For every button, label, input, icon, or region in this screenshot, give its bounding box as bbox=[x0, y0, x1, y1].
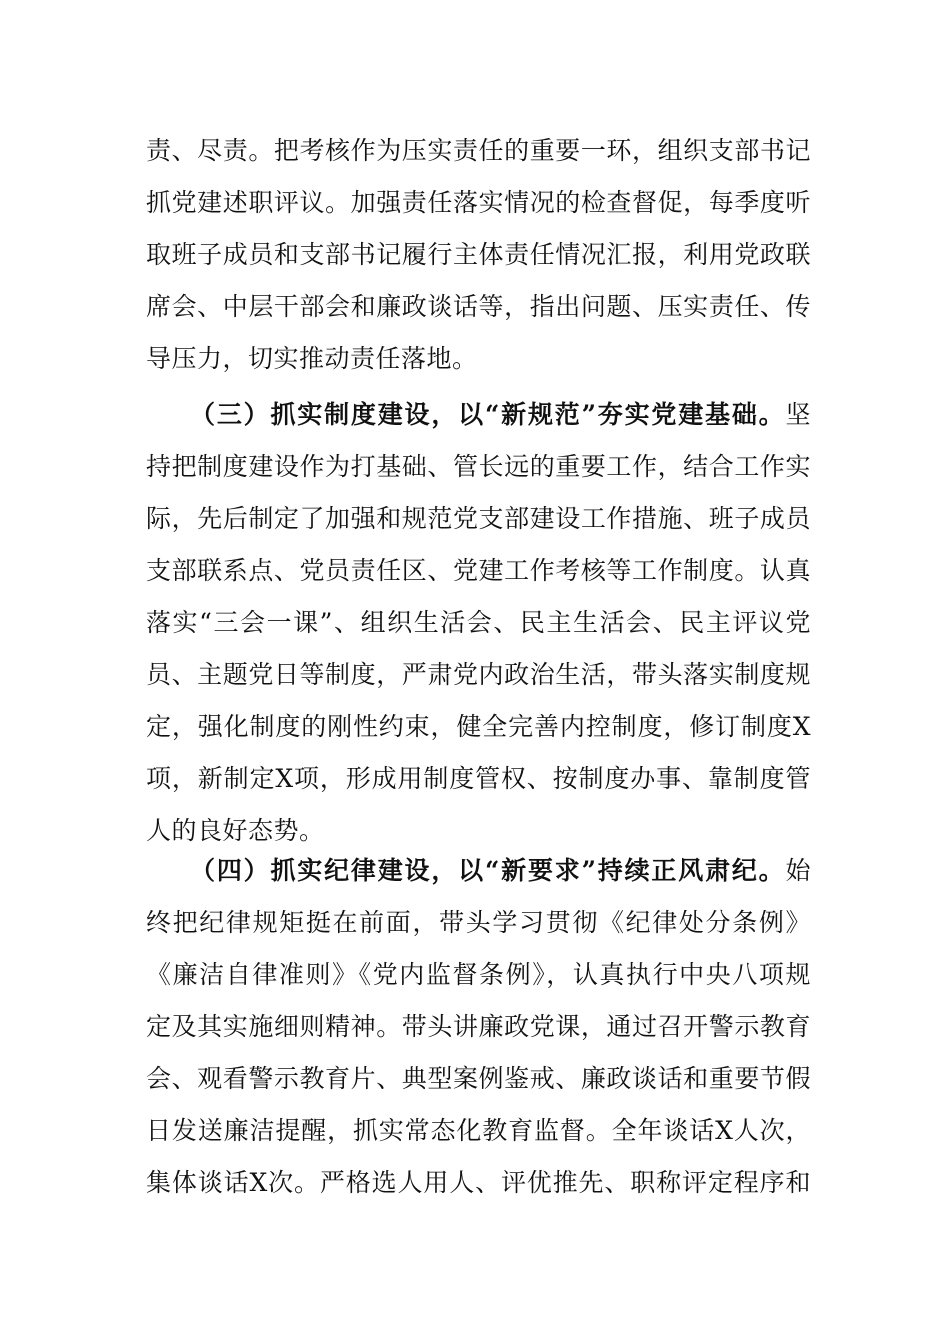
heading-line-rest: 始 bbox=[785, 856, 811, 885]
text-line: 落实“三会一课”、组织生活会、民主生活会、民主评议党 bbox=[146, 608, 811, 637]
text-line: 席会、中层干部会和廉政谈话等，指出问题、压实责任、传 bbox=[146, 292, 811, 321]
text-line: 集体谈话X次。严格选人用人、评优推先、职称评定程序和 bbox=[146, 1168, 811, 1197]
paragraph-discipline-building bbox=[146, 845, 811, 1209]
heading-line-rest: 坚 bbox=[785, 400, 811, 429]
text-line: 际，先后制定了加强和规范党支部建设工作措施、班子成员 bbox=[146, 504, 811, 533]
text-line: 责、尽责。把考核作为压实责任的重要一环，组织支部书记 bbox=[146, 136, 811, 165]
heading-line bbox=[146, 389, 811, 441]
text-line: 项，新制定X项，形成用制度管权、按制度办事、靠制度管 bbox=[146, 764, 811, 793]
section-heading-three: （三）抓实制度建设，以“新规范”夯实党建基础。 bbox=[190, 400, 786, 429]
text-line: 取班子成员和支部书记履行主体责任情况汇报，利用党政联 bbox=[146, 240, 811, 269]
section-heading-four: （四）抓实纪律建设，以“新要求”持续正风肃纪。 bbox=[190, 856, 786, 885]
text-line: 抓党建述职评议。加强责任落实情况的检查督促，每季度听 bbox=[146, 188, 811, 217]
paragraph-responsibility bbox=[146, 125, 811, 385]
heading-line bbox=[146, 845, 811, 897]
text-line: 日发送廉洁提醒，抓实常态化教育监督。全年谈话X人次， bbox=[146, 1116, 811, 1145]
text-line: 持把制度建设作为打基础、管长远的重要工作，结合工作实 bbox=[146, 452, 811, 481]
text-line: 会、观看警示教育片、典型案例鉴戒、廉政谈话和重要节假 bbox=[146, 1064, 811, 1093]
text-line: 员、主题党日等制度，严肃党内政治生活，带头落实制度规 bbox=[146, 660, 811, 689]
text-line: 定，强化制度的刚性约束，健全完善内控制度，修订制度X bbox=[146, 712, 811, 741]
text-line: 导压力，切实推动责任落地。 bbox=[146, 344, 478, 373]
text-line: 《廉洁自律准则》《党内监督条例》，认真执行中央八项规 bbox=[146, 960, 811, 989]
text-line: 人的良好态势。 bbox=[146, 816, 325, 845]
paragraph-system-building bbox=[146, 389, 811, 857]
text-line: 定及其实施细则精神。带头讲廉政党课，通过召开警示教育 bbox=[146, 1012, 811, 1041]
text-line: 终把纪律规矩挺在前面，带头学习贯彻《纪律处分条例》 bbox=[146, 908, 811, 937]
text-line: 支部联系点、党员责任区、党建工作考核等工作制度。认真 bbox=[146, 556, 811, 585]
